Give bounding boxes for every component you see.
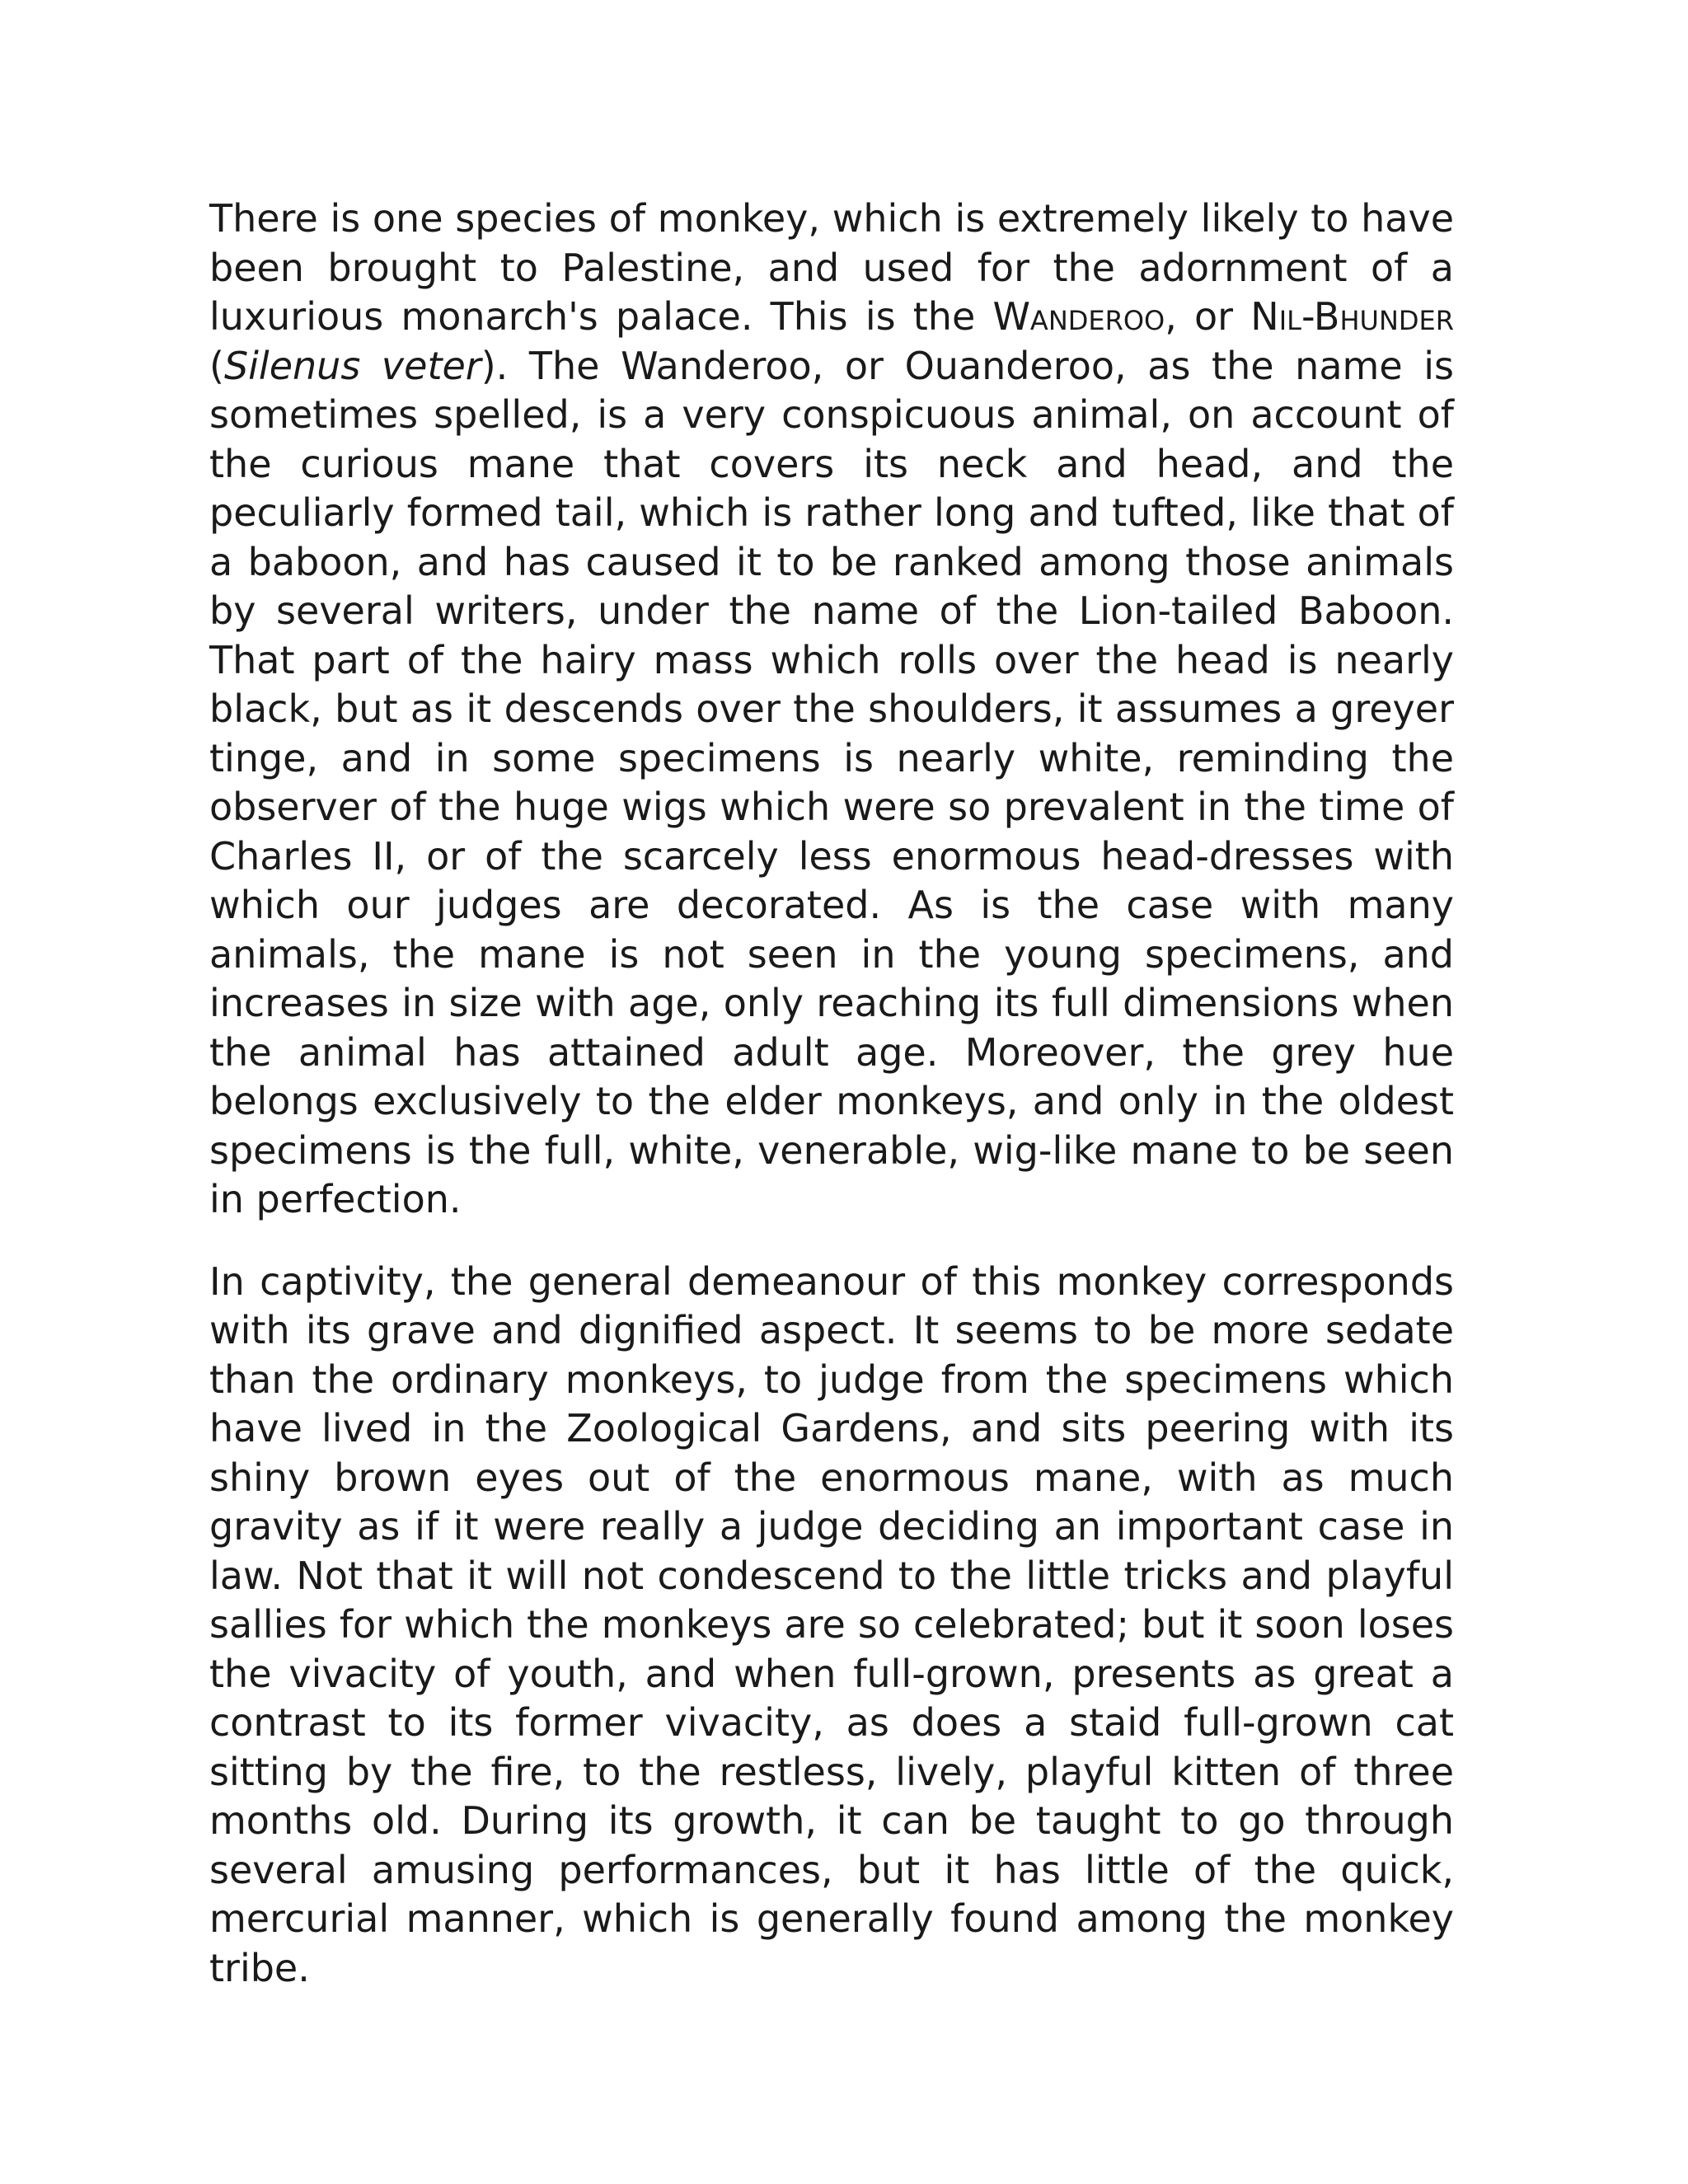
paragraph-captivity-behaviour (209, 1258, 1454, 1994)
text-run: In captivity, the general demeanour of this monkey corresponds with its grave and dignified aspect. It seems to be more sedate than the ordinary monkeys, to judge from the specimens which have lived in the Zoological Gardens, and sits peering with its shiny brown eyes out of the enormous mane, with as much gravity as if it were really a judge deciding an important case in law. Not that it will not condescend to the little tricks and playful sallies for which the monkeys are so celebrated; but it soon loses the vivacity of youth, and when full-grown, presents as great a contrast to its former vivacity, as does a staid full-grown cat sitting by the fire, to the restless, lively, playful kitten of three months old. During its growth, it can be taught to go through several amusing performances, but it has little of the quick, mercurial manner, which is generally found among the monkey tribe. (209, 1258, 1454, 1990)
text-run: , or (1165, 294, 1251, 339)
paragraph-wanderoo-description (209, 194, 1454, 1225)
species-name-wanderoo: Wanderoo (992, 294, 1165, 339)
text-run: ). The Wanderoo, or Ouanderoo, as the name is sometimes spelled, is a very conspicuous animal, on account of the curious mane that covers its neck and head, and the peculiarly formed tail, which is rather long and tufted, like that of a baboon, and has caused it to be ranked among those animals by several writers, under the name of the Lion-tailed Baboon. That part of the hairy mass which rolls over the head is nearly black, but as it descends over the shoulders, it assumes a greyer tinge, and in some specimens is nearly white, reminding the observer of the huge wigs which were so prevalent in the time of Charles II, or of the scarcely less enormous head-dresses with which our judges are decorated. As is the case with many animals, the mane is not seen in the young specimens, and increases in size with age, only reaching its full dimensions when the animal has attained adult age. Moreover, the grey hue belongs exclusively to the elder monkeys, and only in the oldest specimens is the full, white, venerable, wig-like mane to be seen in perfection. (209, 343, 1454, 1221)
text-run: ( (209, 343, 224, 388)
scientific-name: Silenus veter (223, 343, 481, 388)
text-run: There is one species of monkey, which is extremely likely to have been brought to Palestine, and used for the adornment of a luxurious monarch's palace. This is the (209, 196, 1454, 339)
document-body (209, 194, 1454, 1993)
species-name-nil-bhunder: Nil-Bhunder (1250, 294, 1455, 339)
